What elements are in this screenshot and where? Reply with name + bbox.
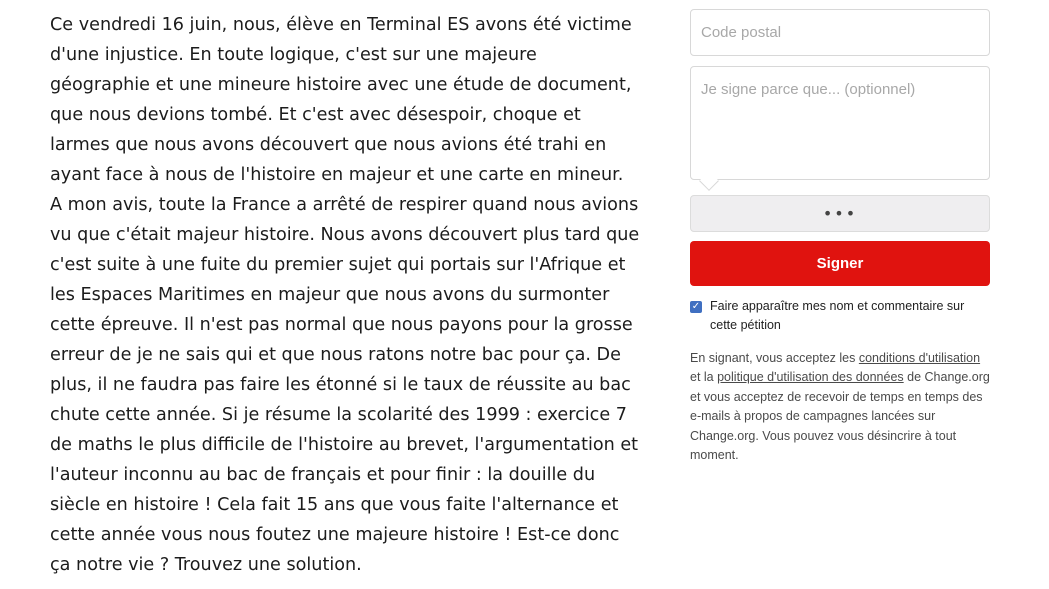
ellipsis-icon: •••: [822, 204, 858, 223]
terms-notice: [690, 349, 990, 465]
petition-body-text: Ce vendredi 16 juin, nous, élève en Terminal ES avons été victime d'une injustice. En toute logique, c'est sur une majeure géographie et une mineure histoire avec une étude de document, que nous devions tombé. Et c'est avec désespoir, choque et larmes que nous avons découvert que nous avions été trahi en ayant face à nous de l'histoire en majeur et une carte en mineur. A mon avis, toute la France a arrêté de respirer quand nous avions vu que c'était majeur histoire. Nous avons découvert plus tard que c'est suite à une fuite du premier sujet qui portais sur l'Afrique et les Espaces Maritimes en majeur que nous avons du surmonter cette épreuve. Il n'est pas normal que nous payons pour la grosse erreur de je ne sais qui et que nous ratons notre bac pour ça. De plus, il ne faudra pas faire les étonné si le taux de réussite au bac chute cette année. Si je résume la scolarité des 1999 : exercice 7 de maths le plus difficile de l'histoire au brevet, l'argumentation et l'auteur inconnu au bac de français et pour finir : la douille du siècle en histoire ! Cela fait 15 ans que vous faite l'alternance et cette année vous nous foutez une majeure histoire ! Est-ce donc ça notre vie ? Trouvez une solution.: [50, 15, 640, 575]
terms-of-use-link[interactable]: conditions d'utilisation: [858, 351, 981, 365]
petition-description: [50, 10, 640, 580]
sign-button[interactable]: [690, 241, 990, 286]
terms-text-1: En signant, vous acceptez les: [690, 351, 859, 365]
terms-text-3: de Change.org et vous acceptez de recevoir de temps en temps des e-mails à propos de campagnes lancées sur Change.org. Vous pouvez vous désincrire à tout moment.: [690, 370, 990, 463]
comment-field-wrapper: [690, 66, 990, 180]
comment-textarea[interactable]: [690, 66, 990, 180]
checkmark-icon: ✓: [691, 301, 701, 312]
display-name-label: Faire apparaître mes nom et commentaire sur cette pétition: [710, 299, 965, 332]
sign-button-label: Signer: [816, 255, 864, 272]
privacy-policy-link[interactable]: politique d'utilisation des données: [717, 370, 904, 385]
postal-code-input[interactable]: [690, 9, 990, 56]
more-options-button[interactable]: [690, 195, 990, 232]
display-name-option[interactable]: [690, 297, 990, 335]
terms-text-2: et la: [690, 370, 718, 385]
sign-form: [690, 9, 990, 465]
display-name-checkbox[interactable]: [690, 301, 702, 313]
